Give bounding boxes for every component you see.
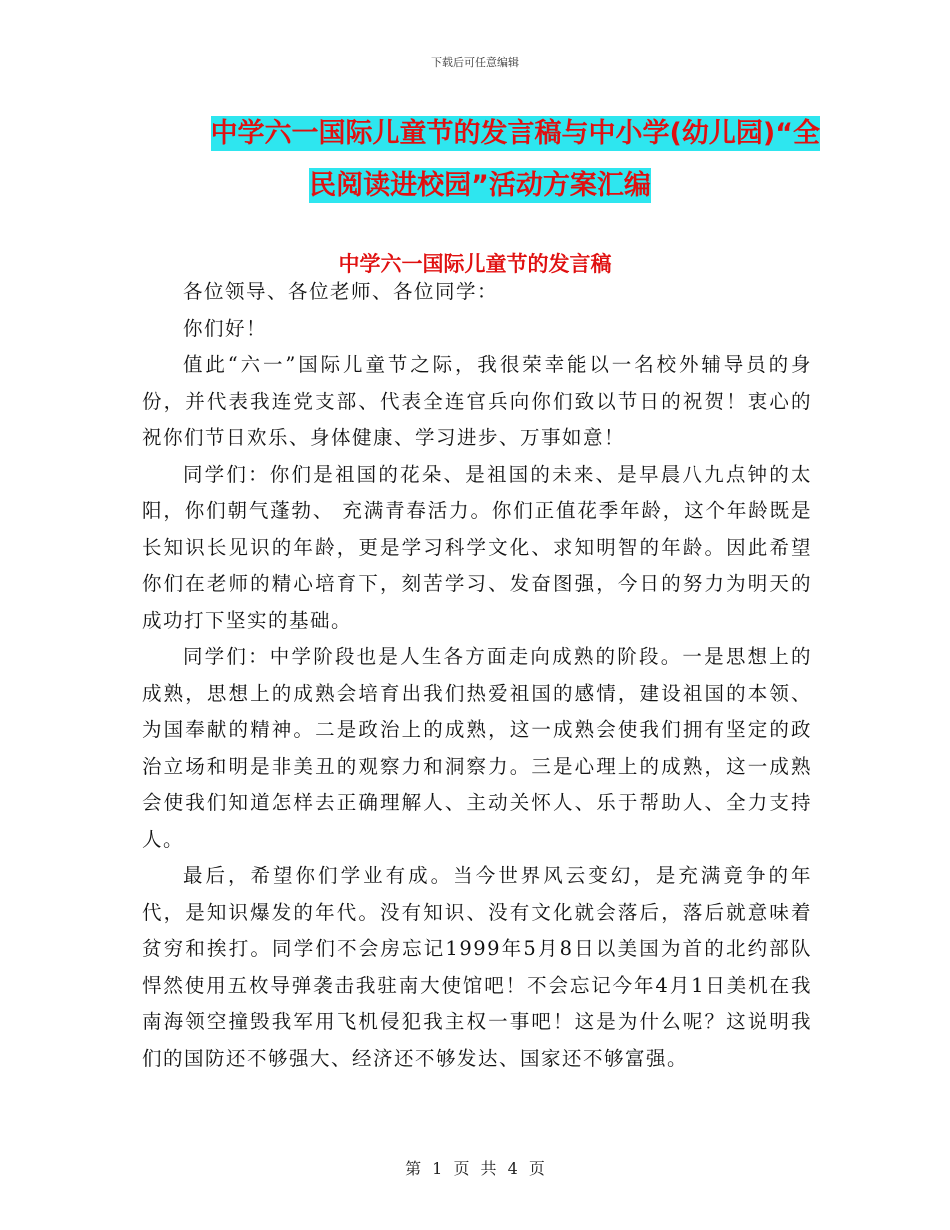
- paragraph: 最后，希望你们学业有成。当今世界风云变幻，是充满竟争的年代，是知识爆发的年代。没有知识、没有文化就会落后，落后就意味着贫穷和挨打。同学们不会房忘记1999年5月8日以美国为首的北约部队悍然使用五枚导弹袭击我驻南大使馆吧！不会忘记今年4月1日美机在我南海领空撞毁我军用飞机侵犯我主权一事吧！这是为什么呢？这说明我们的国防还不够强大、经济还不够发达、国家还不够富强。: [142, 864, 812, 1070]
- document-body: [142, 274, 812, 1077]
- document-title-line-2: 民阅读进校园”活动方案汇编: [309, 170, 651, 201]
- header-note: 下载后可任意编辑: [431, 56, 519, 69]
- paragraph-greeting: 各位领导、各位老师、各位同学：: [182, 280, 498, 303]
- document-title-line-1: 中学六一国际儿童节的发言稿与中小学(幼儿园)“全: [210, 118, 820, 149]
- paragraph: 值此“六一”国际儿童节之际，我很荣幸能以一名校外辅导员的身份，并代表我连党支部、代表全连官兵向你们致以节日的祝贺！衷心的祝你们节日欢乐、身体健康、学习进步、万事如意！: [142, 353, 812, 449]
- paragraph: 同学们：中学阶段也是人生各方面走向成熟的阶段。一是思想上的成熟，思想上的成熟会培育出我们热爱祖国的感情，建设祖国的本领、为国奉献的精神。二是政治上的成熟，这一成熟会使我们拥有坚定的政治立场和明是非美丑的观察力和洞察力。三是心理上的成熟，这一成熟会使我们知道怎样去正确理解人、主动关怀人、乐于帮助人、全力支持人。: [142, 645, 812, 851]
- document-title: [140, 108, 820, 212]
- section-title: 中学六一国际儿童节的发言稿: [338, 252, 612, 276]
- paragraph-hello: 你们好！: [182, 316, 267, 340]
- paragraph: 同学们：你们是祖国的花朵、是祖国的未来、是早晨八九点钟的太阳，你们朝气蓬勃、 充满青春活力。你们正值花季年龄，这个年龄既是长知识长见识的年龄，更是学习科学文化、求知明智的年龄。因此希望你们在老师的精心培育下，刻苦学习、发奋图强，今日的努力为明天的成功打下坚实的基础。: [142, 462, 812, 632]
- page-footer: 第 1 页 共 4 页: [405, 1159, 545, 1178]
